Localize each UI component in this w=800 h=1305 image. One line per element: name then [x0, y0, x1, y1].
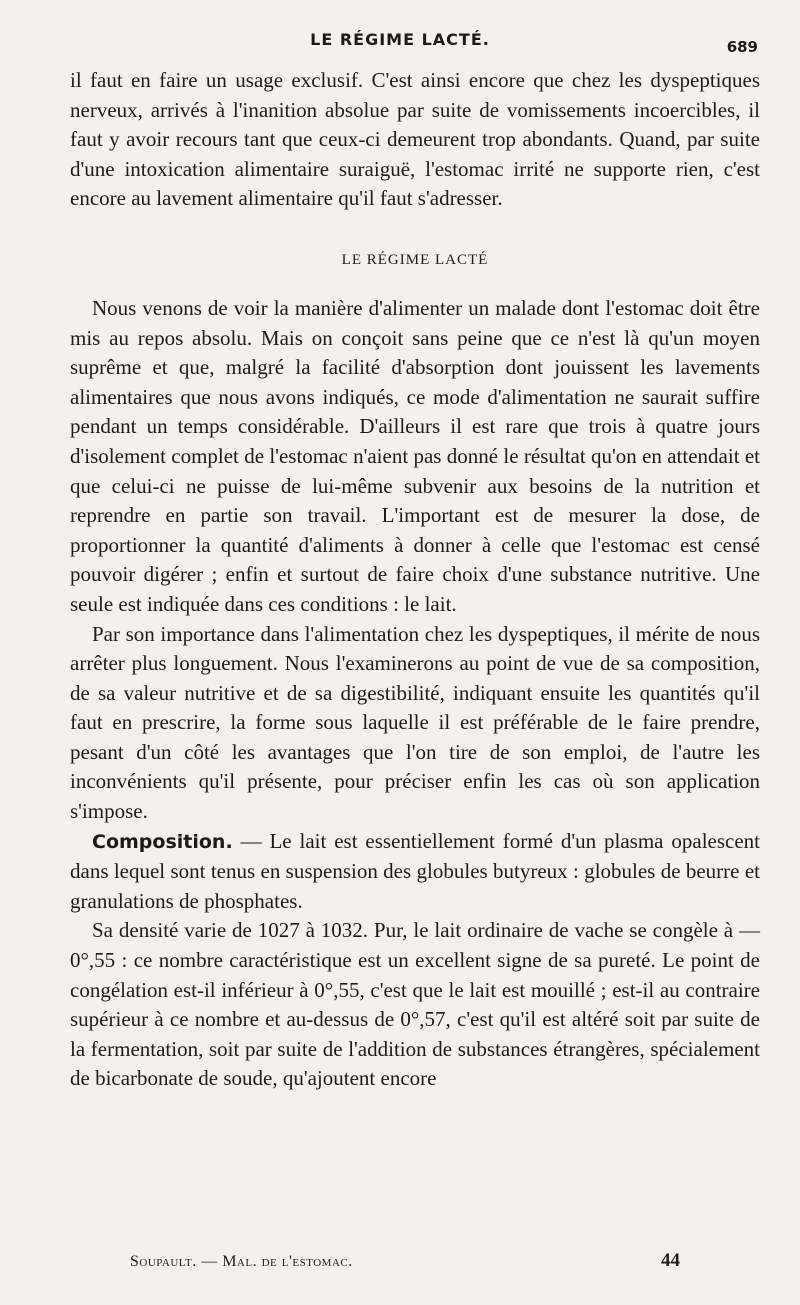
running-title: LE RÉGIME LACTÉ. [310, 30, 490, 49]
footer [130, 1250, 680, 1271]
intro-paragraph: il faut en faire un usage exclusif. C'est ainsi encore que chez les dyspeptiques nerveux, arrivés à l'inanition absolue par suite de vomissements incoercibles, il faut y avoir recours tant que ceux-ci demeurent trop abondants. Quand, par suite d'une intoxication alimentaire suraiguë, l'estomac irrité ne supporte rien, c'est encore au lavement alimentaire qu'il faut s'adresser. [70, 68, 760, 211]
paragraph-regime-intro: Nous venons de voir la manière d'alimenter un malade dont l'estomac doit être mis au repos absolu. Mais on conçoit sans peine que ce n'est là qu'un moyen suprême et que, malgré la facilité d'absorption dont jouissent les lavements alimentaires que nous avons indiqués, ce mode d'alimentation ne saurait suffire pendant un temps considérable. D'ailleurs il est rare que trois à quatre jours d'isolement complet de l'estomac n'aient pas donné le résultat qu'on en attendait et que celui-ci ne puisse de lui-même subvenir aux besoins de la nutrition et reprendre en partie son travail. L'important est de mesurer la dose, de proportionner la quantité d'aliments à donner à celle que l'estomac est censé pouvoir digérer ; enfin et surtout de faire choix d'une substance nutritive. Une seule est indiquée dans ces conditions : le lait. [70, 295, 760, 616]
composition-text: — Le lait est essentiellement formé d'un plasma opalescent dans lequel sont tenus en suspension des globules butyreux : globules de beurre et granulations de phosphates. [70, 828, 760, 913]
section-title: LE RÉGIME LACTÉ [341, 251, 489, 268]
paragraph-importance: Par son importance dans l'alimentation chez les dyspeptiques, il mérite de nous arrêter plus longuement. Nous l'examinerons au point de vue de sa composition, de sa valeur nutritive et de sa digestibilité, indiquant ensuite les quantités qu'il faut en prescrire, la forme sous laquelle il est préférable de le faire prendre, pesant d'un côté les avantages que l'on tire de son emploi, de l'autre les inconvénients qu'il présente, pour préciser enfin les cas où son application s'impose. [70, 621, 760, 824]
page-number: 689 [726, 38, 758, 56]
signature-line: Soupault. — Mal. de l'estomac. [130, 1253, 353, 1270]
signature-number: 44 [661, 1250, 680, 1271]
paragraph-density: Sa densité varie de 1027 à 1032. Pur, le lait ordinaire de vache se congèle à — 0°,55 : ce nombre caractéristique est un excellent signe de sa pureté. Le point de congélation est-il inférieur à 0°,55, c'est que le lait est mouillé ; est-il au contraire supérieur à ce nombre et au-dessus de 0°,57, c'est qu'il est altéré soit par suite de la fermentation, soit par suite de l'addition de substances étrangères, spécialement de bicarbonate de soude, qu'ajoutent encore [70, 918, 760, 1091]
body-text [70, 66, 760, 1094]
paragraph-composition [70, 827, 760, 917]
composition-heading: Composition. [92, 830, 233, 853]
